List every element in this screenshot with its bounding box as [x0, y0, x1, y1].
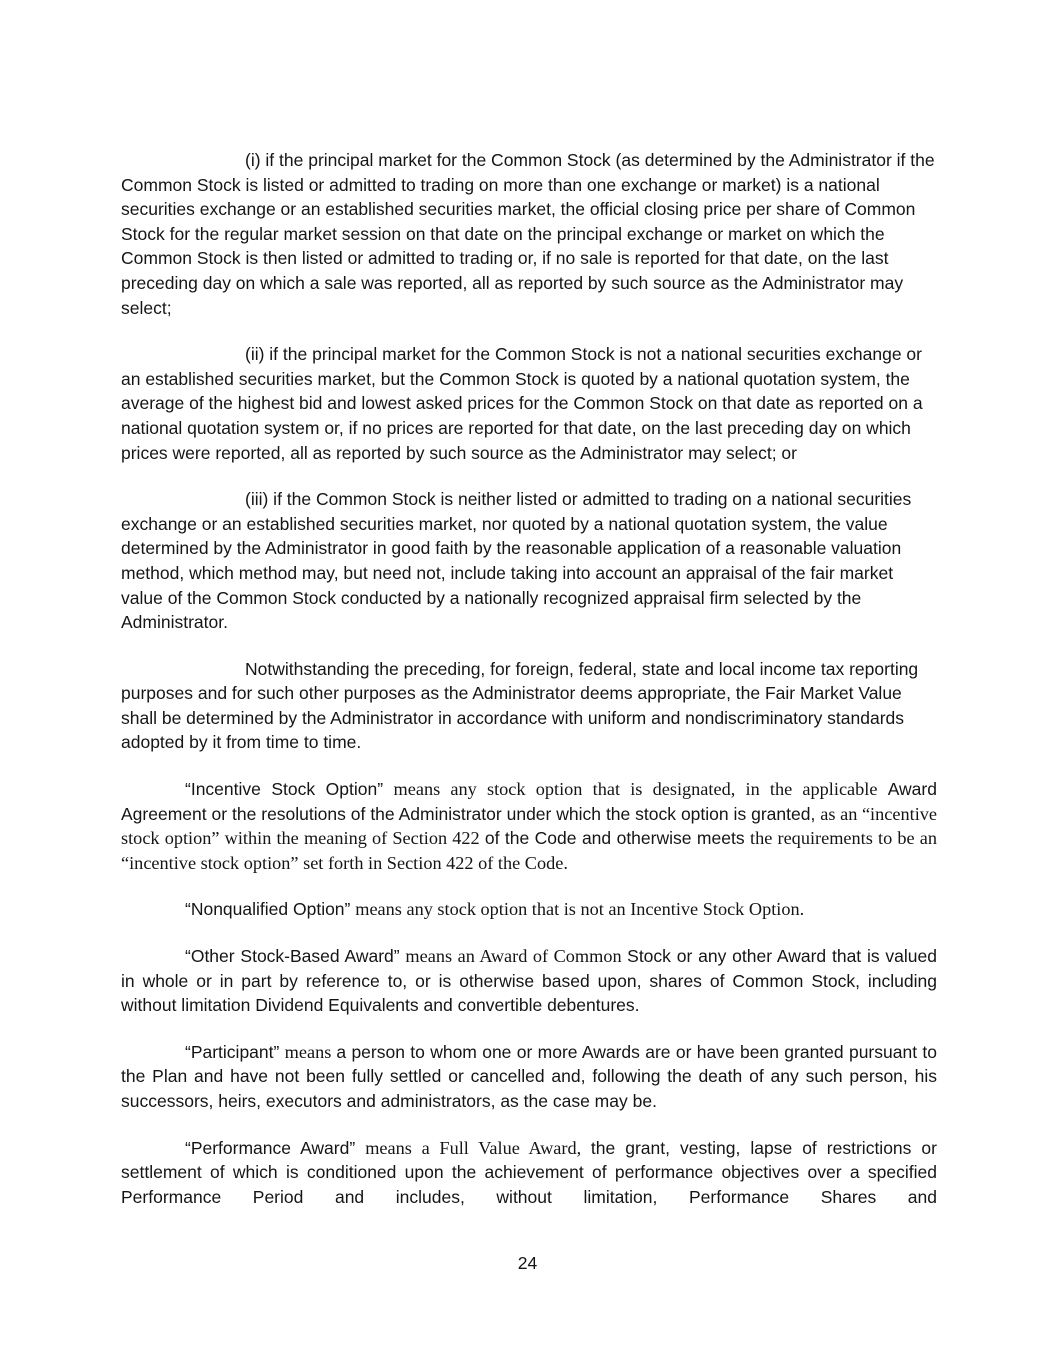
text-run: as an “incentive stock option” within the meaning of Section 422	[121, 803, 938, 849]
text-run: means any stock option that is not an Incentive Stock Option.	[355, 899, 805, 920]
nonqualified-option-definition	[121, 897, 937, 922]
text-run: “Other Stock-Based Award”	[185, 946, 406, 967]
text-run: (ii) if the principal market for the Common Stock is not a national securities exchange or an established securities market, but the Common Stock is quoted by a national quotation system, the average of the highest bid and lowest asked prices for the Common Stock on that date as reported on a national quotation system or, if no prices are reported for that date, on the last preceding day on which prices were reported, all as reported by such source as the Administrator may select; or	[121, 344, 923, 463]
text-run: the grant, vesting, lapse of restrictions or settlement of which is conditioned upon the achievement of performance objectives over a specified Performance Period and includes, without limitation, Performance Shares and	[121, 1137, 937, 1207]
performance-award-definition	[121, 1136, 937, 1210]
text-run: Award Agreement or the resolutions of the Administrator under which the stock option is granted,	[121, 779, 937, 824]
text-run: “Performance Award”	[185, 1137, 366, 1158]
document-body	[121, 148, 937, 1231]
page-number: 24	[517, 1253, 538, 1273]
text-run: means a Full Value Award,	[365, 1137, 591, 1158]
notwithstanding-paragraph	[121, 657, 937, 755]
text-run: Stock or any other Award that is valued in whole or in part by reference to, or is otherwise based upon, shares of Common Stock, including without limitation Dividend Equivalents and convertible debentures.	[121, 946, 937, 1016]
participant-definition	[121, 1040, 937, 1114]
other-stock-based-award-definition	[121, 944, 937, 1018]
text-run: means	[284, 1041, 337, 1062]
text-run: a person to whom one or more Awards are or have been granted pursuant to the Plan and have not been fully settled or cancelled and, following the death of any such person, his successors, heirs, executors and administrators, as the case may be.	[121, 1041, 937, 1111]
text-run: (i) if the principal market for the Common Stock (as determined by the Administrator if the Common Stock is listed or admitted to trading on more than one exchange or market) is a national securities exchange or an established securities market, the official closing price per share of Common Stock for the regular market session on that date on the principal exchange or market on which the Common Stock is then listed or admitted to trading or, if no sale is reported for that date, on the last preceding day on which a sale was reported, all as reported by such source as the Administrator may select;	[121, 150, 935, 318]
text-run: the requirements to be an “incentive stock option” set forth in Section 422 of the Code.	[121, 828, 937, 873]
clause-iii-paragraph	[121, 487, 937, 635]
text-run: means an Award of Common	[405, 946, 628, 967]
incentive-stock-option-definition	[121, 777, 937, 875]
text-run: (iii) if the Common Stock is neither listed or admitted to trading on a national securities exchange or an established securities market, nor quoted by a national quotation system, the value determined by the Administrator in good faith by the reasonable application of a reasonable valuation method, which method may, but need not, include taking into account an appraisal of the fair market value of the Common Stock conducted by a nationally recognized appraisal firm selected by the Administrator.	[121, 489, 912, 633]
text-run: Notwithstanding the preceding, for foreign, federal, state and local income tax reporting purposes and for such other purposes as the Administrator deems appropriate, the Fair Market Value shall be determined by the Administrator in accordance with uniform and nondiscriminatory standards adopted by it from time to time.	[121, 658, 919, 753]
text-run: “Incentive Stock Option”	[185, 779, 394, 800]
text-run: “Participant”	[185, 1041, 285, 1062]
text-run: of the Code and otherwise meets	[484, 828, 751, 849]
text-run: “Nonqualified Option”	[185, 899, 356, 920]
clause-i-paragraph	[121, 148, 937, 320]
text-run: means any stock option that is designated, in the applicable	[393, 779, 888, 800]
clause-ii-paragraph	[121, 342, 937, 465]
